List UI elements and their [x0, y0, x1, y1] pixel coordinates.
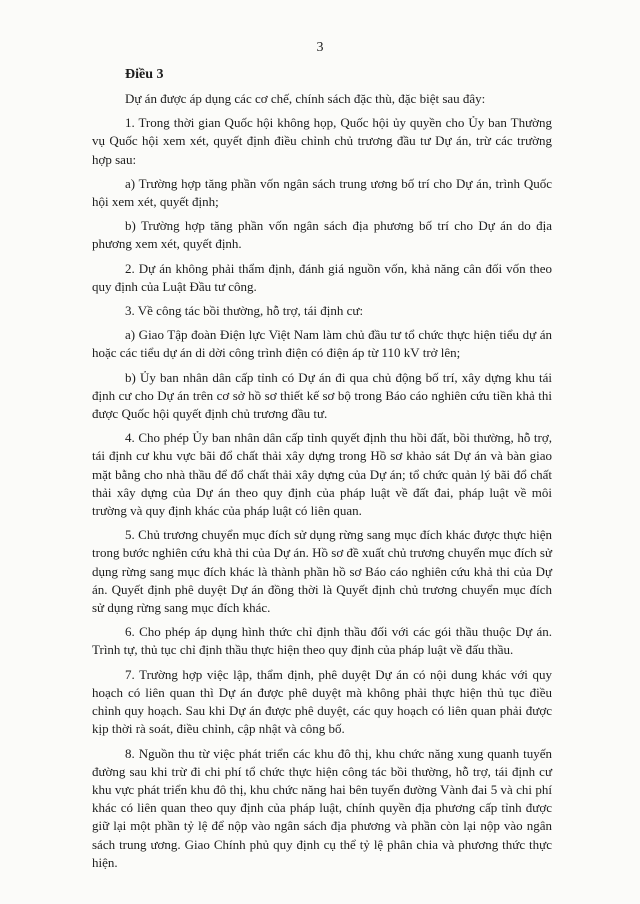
- page-number: 3: [316, 40, 324, 55]
- paragraph-item-1b: b) Trường hợp tăng phần vốn ngân sách địa phương bố trí cho Dự án do địa phương xem xét, quyết định.: [92, 218, 552, 252]
- paragraph-item-1a: a) Trường hợp tăng phần vốn ngân sách trung ương bố trí cho Dự án, trình Quốc hội xem xét, quyết định;: [92, 175, 552, 210]
- paragraph-item-7: 7. Trường hợp việc lập, thẩm định, phê duyệt Dự án có nội dung khác với quy hoạch có liên quan thì Dự án được phê duyệt mà không phải thực hiện thủ tục điều chỉnh quy hoạch. Sau khi Dự án được phê duyệt, các quy hoạch có liên quan phải được kịp thời rà soát, điều chỉnh, cập nhật và công bố.: [92, 666, 552, 737]
- paragraph-item-8: 8. Nguồn thu từ việc phát triển các khu đô thị, khu chức năng xung quanh tuyến đường sau khi trừ đi chi phí tổ chức thực hiện công tác bồi thường, hỗ trợ, tái định cư khu vực phát triển khu đô thị, khu chức năng hai bên tuyến đường Vành đai 5 và chi phí khác có liên quan theo quy định của pháp luật, chính quyền địa phương cấp tỉnh được giữ lại một phần tỷ lệ để nộp vào ngân sách địa phương và phần còn lại nộp vào ngân sách trung ương. Giao Chính phủ quy định cụ thể tỷ lệ phân chia và phương thức thực hiện.: [92, 745, 552, 870]
- paragraph-item-5: 5. Chủ trương chuyển mục đích sử dụng rừng sang mục đích khác được thực hiện trong bước nghiên cứu khả thi của Dự án. Hồ sơ đề xuất chủ trương chuyển mục đích sử dụng rừng sang mục đích khác là thành phần hồ sơ Báo cáo nghiên cứu khả thi của Dự án. Quyết định phê duyệt Dự án đồng thời là Quyết định chủ trương chuyển mục đích sử dụng rừng sang mục đích khác.: [92, 527, 552, 616]
- paragraph-item-3b: b) Ủy ban nhân dân cấp tỉnh có Dự án đi qua chủ động bố trí, xây dựng khu tái định cư cho Dự án trên cơ sở hồ sơ thiết kế sơ bộ trong Báo cáo nghiên cứu tiền khả thi được Quốc hội quyết định chủ trương đầu tư.: [92, 369, 552, 422]
- document-body: [92, 66, 552, 878]
- paragraph-item-2: 2. Dự án không phải thẩm định, đánh giá nguồn vốn, khả năng cân đối vốn theo quy định của Luật Đầu tư công.: [92, 260, 552, 294]
- paragraph-item-3: 3. Về công tác bồi thường, hỗ trợ, tái định cư:: [125, 303, 364, 319]
- paragraph-item-3a: a) Giao Tập đoàn Điện lực Việt Nam làm chủ đầu tư tổ chức thực hiện tiểu dự án hoặc các tiểu dự án di dời công trình điện có điện áp từ 110 kV trở lên;: [92, 327, 552, 361]
- paragraph-item-1: 1. Trong thời gian Quốc hội không họp, Quốc hội ủy quyền cho Ủy ban Thường vụ Quốc hội xem xét, quyết định điều chỉnh chủ trương đầu tư Dự án, trừ các trường hợp sau:: [92, 115, 552, 167]
- paragraph-item-4: 4. Cho phép Ủy ban nhân dân cấp tỉnh quyết định thu hồi đất, bồi thường, hỗ trợ, tái định cư khu vực bãi đổ chất thải xây dựng trong Hồ sơ khảo sát Dự án và bàn giao mặt bằng cho nhà thầu để đổ chất thải xây dựng của Dự án; tổ chức quản lý bãi đổ chất thải xây dựng của Dự án theo quy định của pháp luật về đất đai, pháp luật về môi trường và quy định khác của pháp luật có liên quan.: [92, 430, 552, 519]
- article-title: Điều 3: [125, 67, 164, 82]
- paragraph-intro: Dự án được áp dụng các cơ chế, chính sách đặc thù, đặc biệt sau đây:: [125, 91, 486, 106]
- paragraph-item-6: 6. Cho phép áp dụng hình thức chỉ định thầu đối với các gói thầu thuộc Dự án. Trình tự, thủ tục chỉ định thầu thực hiện theo quy định của pháp luật về đấu thầu.: [92, 624, 552, 658]
